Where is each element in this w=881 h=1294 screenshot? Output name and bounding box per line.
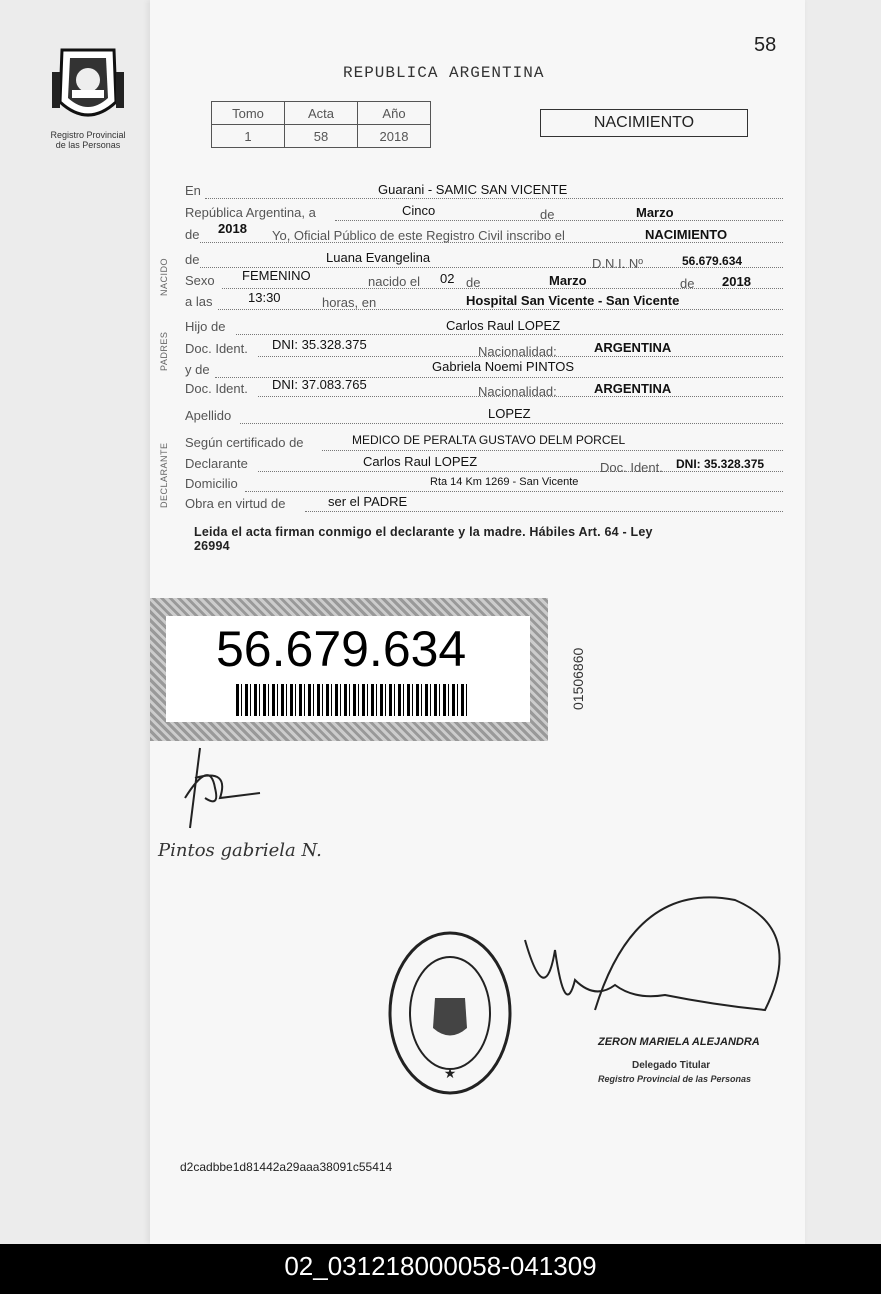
inscribed-value: NACIMIENTO bbox=[645, 227, 728, 242]
nacido-el-label: nacido el bbox=[368, 274, 421, 289]
book-table: Tomo Acta Año 1 58 2018 bbox=[211, 101, 431, 148]
decl-doc-label: Doc. Ident. bbox=[600, 460, 663, 475]
de-label-4: de bbox=[680, 276, 695, 291]
mother-doc-label: Doc. Ident. bbox=[185, 381, 248, 396]
dom-label: Domicilio bbox=[185, 476, 238, 491]
official-stamp-icon bbox=[385, 928, 515, 1098]
dni-label: D.N.I. Nº bbox=[592, 256, 643, 271]
cert-label: Según certificado de bbox=[185, 435, 304, 450]
barcode-serial: 01506860 bbox=[570, 647, 586, 710]
statement-text: Yo, Oficial Público de este Registro Civil inscribo el bbox=[272, 228, 565, 243]
mother-nat: ARGENTINA bbox=[594, 381, 672, 396]
province-seal-icon bbox=[50, 42, 126, 128]
birth-year: 2018 bbox=[722, 274, 751, 289]
father-doc-label: Doc. Ident. bbox=[185, 341, 248, 356]
page-number: 58 bbox=[754, 34, 777, 56]
decl-label: Declarante bbox=[185, 456, 248, 471]
father-name: Carlos Raul LOPEZ bbox=[446, 318, 561, 333]
en-label: En bbox=[185, 183, 201, 198]
barcode-sticker bbox=[150, 598, 548, 741]
official-signature-icon bbox=[515, 890, 795, 1040]
act-type-box: NACIMIENTO bbox=[540, 109, 748, 137]
child-dni: 56.679.634 bbox=[682, 254, 743, 268]
hijo-label: Hijo de bbox=[185, 319, 226, 334]
nacido-de-label: de bbox=[185, 252, 200, 267]
sexo-value: FEMENINO bbox=[242, 268, 311, 283]
nacido-section-label: NACIDO bbox=[159, 257, 169, 296]
father-signature-icon bbox=[160, 738, 270, 838]
document-hash: d2cadbbe1d81442a29aaa38091c55414 bbox=[180, 1160, 393, 1174]
republica-label: República Argentina, a bbox=[185, 205, 316, 220]
apellido-label: Apellido bbox=[185, 408, 232, 423]
official-role: Delegado Titular bbox=[632, 1060, 711, 1071]
cert-value: MEDICO DE PERALTA GUSTAVO DELM PORCEL bbox=[352, 433, 626, 447]
mother-nat-label: Nacionalidad: bbox=[478, 384, 557, 399]
father-doc: DNI: 35.328.375 bbox=[272, 337, 367, 352]
file-id-footer: 02_031218000058-041309 bbox=[0, 1244, 881, 1294]
child-name: Luana Evangelina bbox=[326, 250, 431, 265]
y-de-label: y de bbox=[185, 362, 210, 377]
place-value: Guarani - SAMIC SAN VICENTE bbox=[378, 182, 568, 197]
decl-name: Carlos Raul LOPEZ bbox=[363, 454, 478, 469]
mother-signature: Pintos gabriela N. bbox=[158, 840, 322, 861]
a-las-label: a las bbox=[185, 294, 213, 309]
obra-value: ser el PADRE bbox=[328, 494, 408, 509]
obra-label: Obra en virtud de bbox=[185, 496, 286, 511]
document-title: REPUBLICA ARGENTINA bbox=[343, 64, 545, 82]
birth-place: Hospital San Vicente - San Vicente bbox=[466, 293, 680, 308]
apellido-value: LOPEZ bbox=[488, 406, 531, 421]
year-value: 2018 bbox=[218, 221, 247, 236]
barcode-icon bbox=[236, 684, 468, 716]
father-nat-label: Nacionalidad: bbox=[478, 344, 557, 359]
de-label: de bbox=[540, 207, 555, 222]
birth-month: Marzo bbox=[549, 273, 587, 288]
svg-text:★: ★ bbox=[443, 1065, 457, 1081]
padres-section-label: PADRES bbox=[159, 331, 169, 371]
mother-name: Gabriela Noemi PINTOS bbox=[432, 359, 575, 374]
de-label-2: de bbox=[185, 227, 200, 242]
sexo-label: Sexo bbox=[185, 273, 215, 288]
registry-caption: Registro Provincial de las Personas bbox=[50, 130, 126, 150]
father-nat: ARGENTINA bbox=[594, 340, 672, 355]
stamp-text bbox=[400, 1120, 442, 1121]
official-name: ZERON MARIELA ALEJANDRA bbox=[598, 1036, 760, 1048]
declarante-section-label: DECLARANTE bbox=[159, 442, 169, 508]
day-value: Cinco bbox=[402, 203, 436, 218]
official-registry: Registro Provincial de las Personas bbox=[598, 1074, 752, 1084]
month-value: Marzo bbox=[636, 205, 674, 220]
decl-doc: DNI: 35.328.375 bbox=[676, 457, 765, 471]
birth-time: 13:30 bbox=[248, 290, 281, 305]
dom-value: Rta 14 Km 1269 - San Vicente bbox=[430, 476, 579, 488]
de-label-3: de bbox=[466, 275, 481, 290]
mother-doc: DNI: 37.083.765 bbox=[272, 377, 367, 392]
closing-text: Leida el acta firman conmigo el declarante y la madre. Hábiles Art. 64 - Ley 26994 bbox=[194, 525, 653, 553]
birth-day: 02 bbox=[440, 271, 455, 286]
horas-label: horas, en bbox=[322, 295, 377, 310]
barcode-number: 56.679.634 bbox=[216, 621, 467, 677]
